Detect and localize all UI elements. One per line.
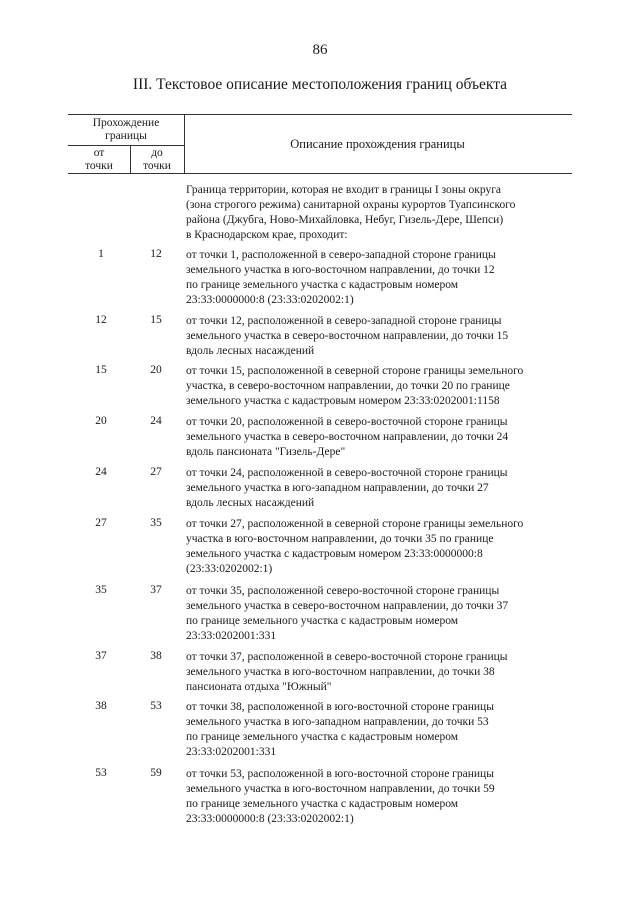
row-to: 59 — [150, 767, 162, 779]
row-description: от точки 24, расположенной в северо-восточной стороне границы земельного участка в юго-западном направлении, до точки 27 вдоль лесных насаждений — [186, 467, 508, 509]
row-to: 37 — [150, 584, 162, 596]
header-passage — [68, 117, 184, 143]
row-description: от точки 12, расположенной в северо-западной стороне границы земельного участка в северо-восточном направлении, до точки 15 вдоль лесных насаждений — [186, 315, 509, 357]
header-bottom-rule — [68, 173, 572, 174]
header-from-line1: от — [93, 147, 105, 159]
header-to — [130, 147, 184, 173]
row-from: 15 — [95, 364, 107, 376]
row-from: 24 — [95, 466, 107, 478]
section-title: III. Текстовое описание местоположения границ объекта — [132, 76, 508, 93]
row-to: 53 — [150, 700, 162, 712]
row-to: 12 — [150, 248, 162, 260]
row-to: 35 — [150, 517, 162, 529]
intro-text: Граница территории, которая не входит в границы I зоны округа (зона строгого режима) санитарной охраны курортов Туапсинского района (Джубга, Ново-Михайловка, Небуг, Гизель-Дере, Шепси) в Краснодарском крае, проходит: — [186, 184, 516, 241]
header-passage-line1: Прохождение — [92, 117, 160, 129]
header-to-line2: точки — [143, 160, 171, 172]
row-description: от точки 37, расположенной в северо-восточной стороне границы земельного участка в юго-восточном направлении, до точки 38 пансионата отдыха "Южный" — [186, 651, 508, 693]
row-from: 53 — [95, 767, 107, 779]
header-description: Описание прохождения границы — [290, 137, 465, 151]
header-from-line2: точки — [85, 160, 113, 172]
row-to: 15 — [150, 314, 162, 326]
row-description: от точки 1, расположенной в северо-западной стороне границы земельного участка в юго-восточном направлении, до точки 12 по границе земельного участка с кадастровым номером 23:33:0000000:8 (23:33:0202002:1) — [186, 249, 496, 306]
table-top-rule — [68, 114, 572, 115]
row-from: 27 — [95, 517, 107, 529]
row-to: 20 — [150, 364, 162, 376]
row-to: 27 — [150, 466, 162, 478]
header-passage-line2: границы — [105, 130, 147, 142]
header-mid-rule — [68, 145, 184, 146]
row-from: 1 — [98, 248, 104, 260]
row-description: от точки 27, расположенной в северной стороне границы земельного участка в юго-восточном направлении, до точки 35 по границе земельного участка с кадастровым номером 23:33:0000000:8 (23:33:0202002:1) — [186, 518, 524, 575]
row-description: от точки 35, расположенной северо-восточной стороне границы земельного участка в северо-восточном направлении, до точки 37 по границе земельного участка с кадастровым номером 23:33:0202001:331 — [186, 585, 509, 642]
page-number: 86 — [312, 42, 328, 58]
row-description: от точки 38, расположенной в юго-восточной стороне границы земельного участка в юго-западном направлении, до точки 53 по границе земельного участка с кадастровым номером 23:33:0202001:331 — [186, 701, 494, 758]
row-from: 38 — [95, 700, 107, 712]
row-description: от точки 15, расположенной в северной стороне границы земельного участка, в северо-восточном направлении, до точки 20 по границе земельного участка с кадастровым номером 23:33:0202001:1158 — [186, 365, 524, 407]
row-from: 37 — [95, 650, 107, 662]
header-from — [68, 147, 130, 173]
row-to: 38 — [150, 650, 162, 662]
row-from: 35 — [95, 584, 107, 596]
header-to-line1: до — [151, 147, 163, 159]
row-from: 12 — [95, 314, 107, 326]
row-description: от точки 53, расположенной в юго-восточной стороне границы земельного участка в юго-восточном направлении, до точки 59 по границе земельного участка с кадастровым номером 23:33:0000000:8 (23:33:0202002:1) — [186, 768, 495, 825]
row-to: 24 — [150, 415, 162, 427]
row-from: 20 — [95, 415, 107, 427]
row-description: от точки 20, расположенной в северо-восточной стороне границы земельного участка в северо-восточном направлении, до точки 24 вдоль пансионата "Гизель-Дере" — [186, 416, 509, 458]
